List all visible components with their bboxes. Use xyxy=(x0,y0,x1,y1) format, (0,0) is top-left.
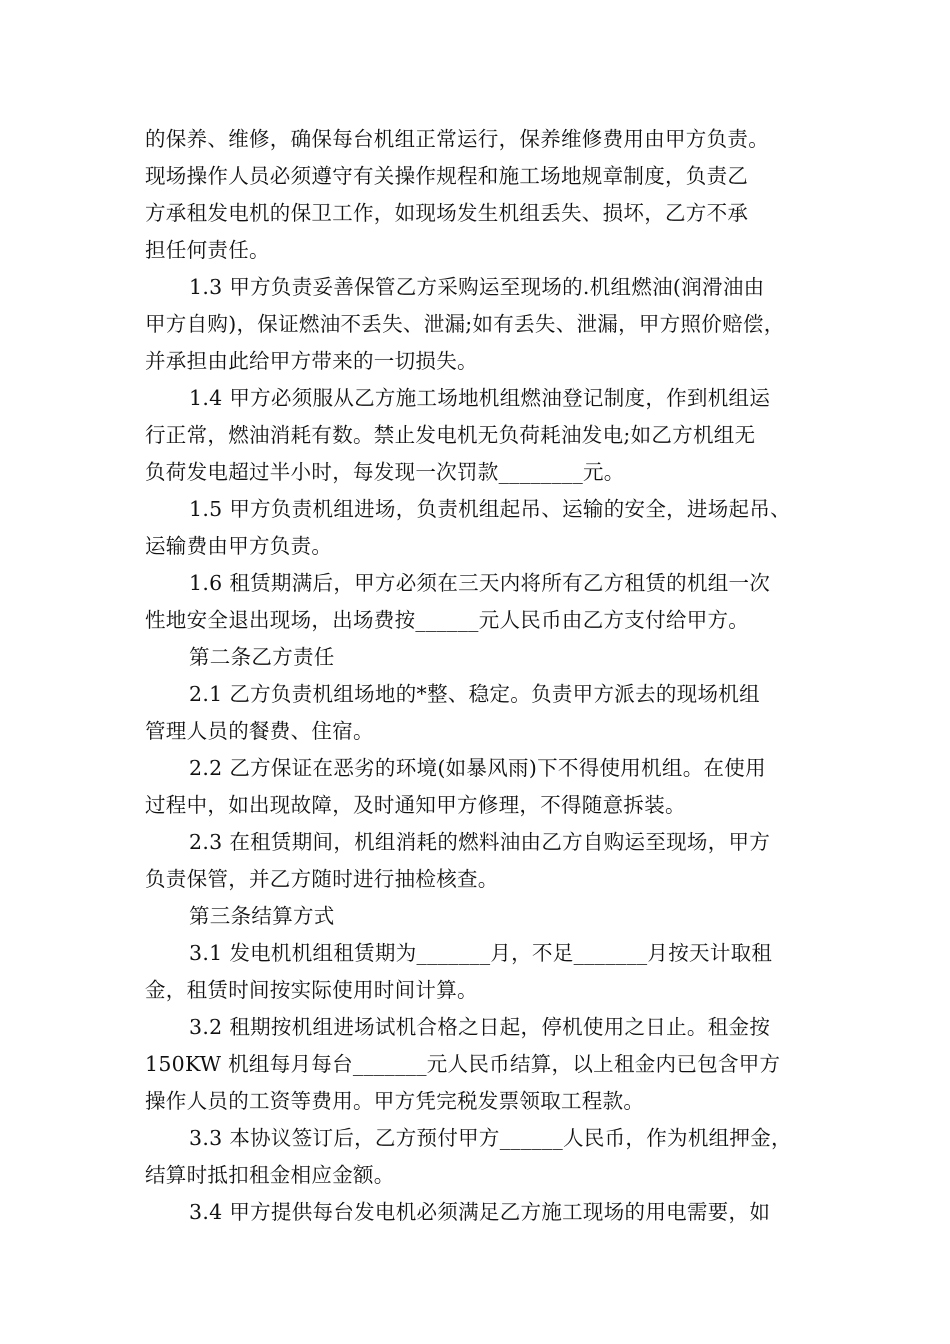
text-line: 并承担由此给甲方带来的一切损失。 xyxy=(145,349,478,373)
text-line: 3.3 本协议签订后，乙方预付甲方______人民币，作为机组押金， xyxy=(189,1126,792,1150)
text-line: 2.1 乙方负责机组场地的*整、稳定。负责甲方派去的现场机组 xyxy=(189,682,760,706)
text-line: 现场操作人员必须遵守有关操作规程和施工场地规章制度，负责乙 xyxy=(145,164,749,188)
text-line: 第三条结算方式 xyxy=(189,904,335,928)
text-line: 2.3 在租赁期间，机组消耗的燃料油由乙方自购运至现场，甲方 xyxy=(189,830,771,854)
text-line: 运输费由甲方负责。 xyxy=(145,534,333,558)
text-line: 3.4 甲方提供每台发电机必须满足乙方施工现场的用电需要，如 xyxy=(189,1200,771,1224)
text-line: 1.4 甲方必须服从乙方施工场地机组燃油登记制度，作到机组运 xyxy=(189,386,771,410)
text-line: 的保养、维修，确保每台机组正常运行，保养维修费用由甲方负责。 xyxy=(145,127,769,151)
text-line: 担任何责任。 xyxy=(145,238,270,262)
text-line: 性地安全退出现场，出场费按______元人民币由乙方支付给甲方。 xyxy=(145,608,750,632)
text-line: 第二条乙方责任 xyxy=(189,645,335,669)
text-line: 方承租发电机的保卫工作，如现场发生机组丢失、损坏，乙方不承 xyxy=(145,201,749,225)
text-line: 操作人员的工资等费用。甲方凭完税发票领取工程款。 xyxy=(145,1089,645,1113)
text-line: 3.2 租期按机组进场试机合格之日起，停机使用之日止。租金按 xyxy=(189,1015,771,1039)
text-line: 2.2 乙方保证在恶劣的环境(如暴风雨)下不得使用机组。在使用 xyxy=(189,756,766,780)
text-line: 1.3 甲方负责妥善保管乙方采购运至现场的.机组燃油(润滑油由 xyxy=(189,275,765,299)
text-line: 管理人员的餐费、住宿。 xyxy=(145,719,374,743)
text-line: 负荷发电超过半小时，每发现一次罚款________元。 xyxy=(145,460,625,484)
text-line: 过程中，如出现故障，及时通知甲方修理，不得随意拆装。 xyxy=(145,793,686,817)
text-line: 结算时抵扣租金相应金额。 xyxy=(145,1163,395,1187)
text-line: 1.6 租赁期满后，甲方必须在三天内将所有乙方租赁的机组一次 xyxy=(189,571,771,595)
text-line: 行正常，燃油消耗有数。禁止发电机无负荷耗油发电;如乙方机组无 xyxy=(145,423,756,447)
text-line: 1.5 甲方负责机组进场，负责机组起吊、运输的安全，进场起吊、 xyxy=(189,497,791,521)
text-line: 金，租赁时间按实际使用时间计算。 xyxy=(145,978,478,1002)
text-line: 150KW 机组每月每台_______元人民币结算，以上租金内已包含甲方 xyxy=(145,1052,781,1076)
text-line: 甲方自购)，保证燃油不丢失、泄漏;如有丢失、泄漏，甲方照价赔偿， xyxy=(145,312,785,336)
text-line: 负责保管，并乙方随时进行抽检核查。 xyxy=(145,867,499,891)
text-line: 3.1 发电机机组租赁期为_______月，不足_______月按天计取租 xyxy=(189,941,773,965)
document-body xyxy=(145,121,810,1231)
